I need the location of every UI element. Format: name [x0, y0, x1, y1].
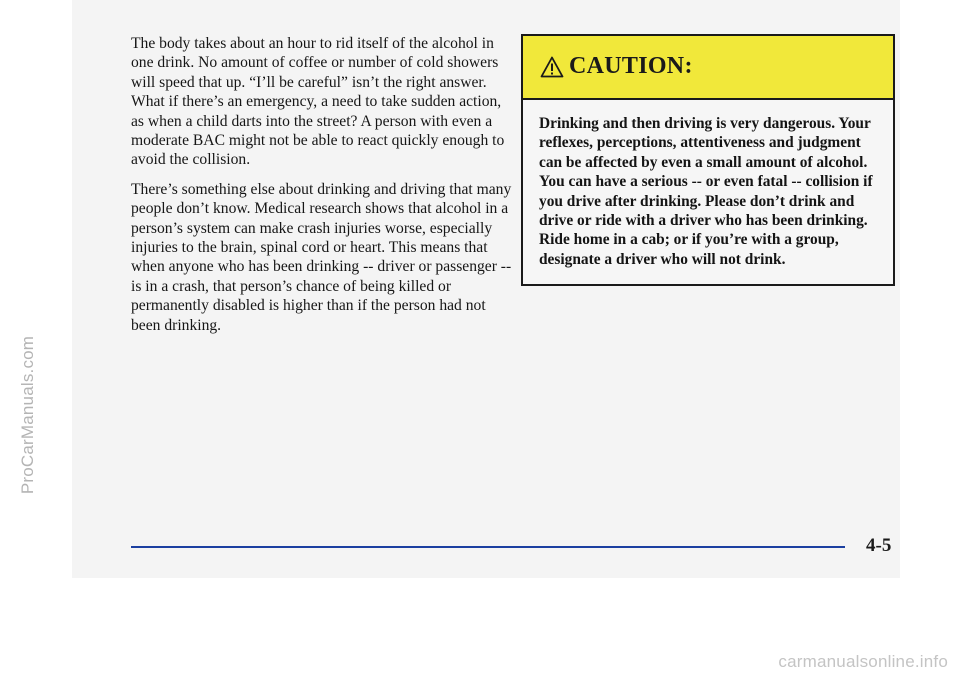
footer-watermark: carmanualsonline.info — [778, 652, 948, 671]
body-text-column — [131, 34, 513, 345]
caution-body-text: Drinking and then driving is very dangerous. Your reflexes, perceptions, attentiveness and judgment can be affected by even a small amount of alcohol. You can have a serious -- or even fatal -- collision if you drive after drinking. Please don’t drink and drive or ride with a driver who has been drinking. Ride home in a cab; or if you’re with a group, designate a driver who will not drink. — [539, 115, 873, 268]
caution-box — [521, 34, 895, 286]
paragraph-alcohol-rate: The body takes about an hour to rid itself of the alcohol in one drink. No amount of coffee or number of cold showers will speed that up. “I’ll be careful” isn’t the right answer. What if there’s an emergency, a need to take sudden action, as when a child darts into the street? A person with even a moderate BAC might not be able to react quickly enough to avoid the collision. — [131, 35, 505, 169]
caution-header — [523, 36, 893, 100]
warning-triangle-icon — [540, 56, 564, 78]
side-watermark: ProCarManuals.com — [18, 335, 37, 495]
page-number: 4-5 — [866, 535, 892, 556]
footer-rule — [131, 546, 845, 548]
paragraph-injury-research: There’s something else about drinking and driving that many people don’t know. Medical research shows that alcohol in a person’s system can make crash injuries worse, especially injuries to the brain, spinal cord or heart. This means that when anyone who has been drinking -- driver or passenger -- is in a crash, that person’s chance of being killed or permanently disabled is higher than if the person had not been drinking. — [131, 180, 512, 334]
caution-title: CAUTION: — [569, 53, 693, 79]
